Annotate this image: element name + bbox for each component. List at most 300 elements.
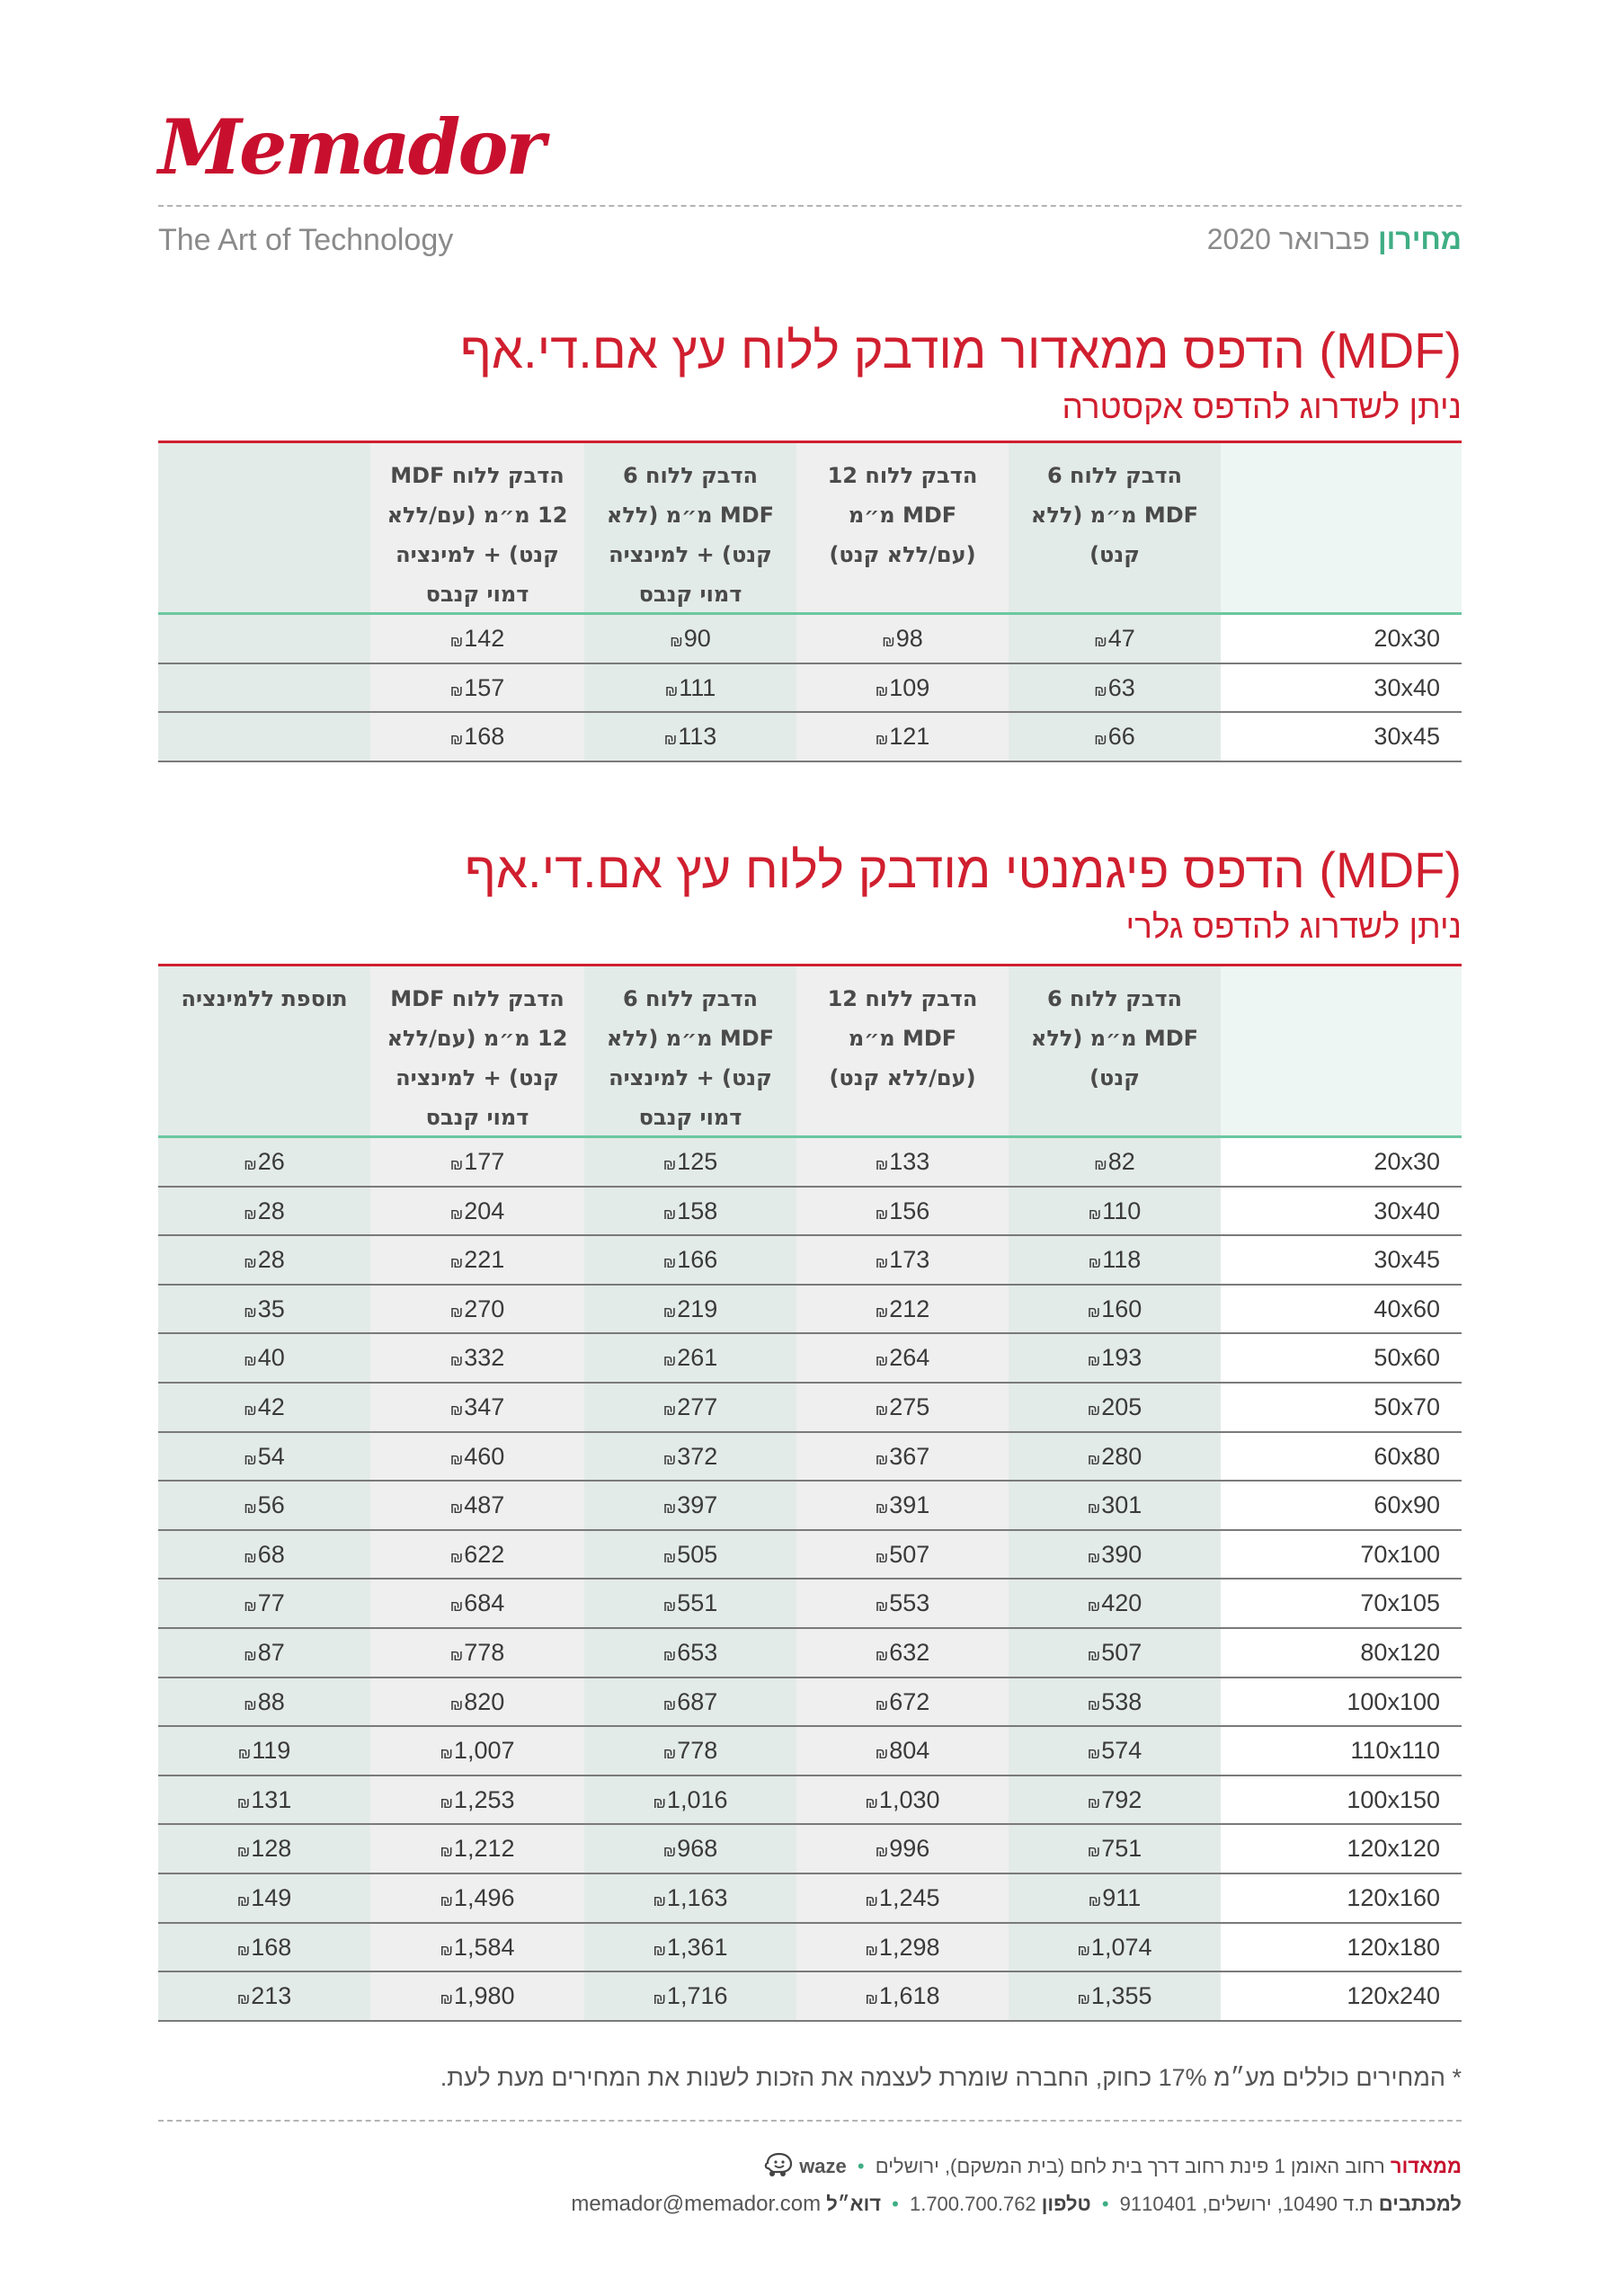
shekel-sign: ₪ [244,1401,257,1419]
shekel-sign: ₪ [662,1352,677,1370]
price-cell [1009,1236,1221,1284]
shekel-sign: ₪ [663,731,678,749]
shekel-sign: ₪ [662,1597,677,1615]
price-cell [158,713,370,761]
shekel-sign: ₪ [1087,1401,1101,1419]
price-value: 1,355 [1090,1982,1152,2010]
header-cell: הדבק ללוח 6 MDF מ״מ (ללא קנט) [1009,443,1221,612]
price-value: 553 [889,1589,930,1617]
price-value: 193 [1101,1344,1142,1372]
price-value: 205 [1101,1393,1142,1420]
price-cell [796,1236,1009,1284]
size-cell: 100x100 [1221,1678,1462,1726]
shekel-sign: ₪ [244,1303,257,1321]
shekel-sign: ₪ [449,1156,464,1173]
price-value: 82 [1107,1148,1135,1175]
shekel-sign: ₪ [449,1548,464,1566]
price-value: 77 [257,1589,285,1617]
footer-address: רחוב האומן 1 פינת רחוב דרך בית לחם (בית המשקם), ירושלים [875,2154,1385,2177]
price-value: 113 [678,723,717,751]
price-value: 1,361 [666,1933,728,1961]
price-value: 277 [677,1393,718,1420]
section1-title: הדפס ממאדור מודבק ללוח עץ אם.די.אף (MDF) [460,322,1462,378]
size-cell: 80x120 [1221,1629,1462,1677]
size-cell: 70x105 [1221,1580,1462,1627]
price-cell [796,1334,1009,1382]
shekel-sign: ₪ [662,1450,677,1468]
price-list-date [1207,223,1462,256]
price-value: 804 [889,1737,930,1765]
price-cell [796,1531,1009,1579]
bullet-dot: • [1101,2193,1109,2215]
price-cell [370,1531,584,1579]
size-cell: 50x60 [1221,1334,1462,1382]
price-cell [796,1727,1009,1775]
price-cell [584,1482,796,1529]
price-cell [158,664,370,712]
price-value: 128 [251,1835,292,1863]
price-cell [158,1188,370,1235]
price-cell [158,1531,370,1579]
shekel-sign: ₪ [449,1254,464,1272]
price-value: 1,163 [666,1883,728,1911]
mail-address: ת.ד 10490, ירושלים, 9110401 [1119,2193,1374,2215]
price-value: 90 [683,625,711,652]
price-value: 792 [1101,1785,1142,1813]
price-cell [584,664,796,712]
shekel-sign: ₪ [1077,1990,1090,2008]
shekel-sign: ₪ [244,1156,257,1173]
price-value: 551 [677,1589,718,1617]
shekel-sign: ₪ [662,1205,677,1223]
header-cell: הדבק ללוח MDF 12 מ״מ (עם/ללא קנט) + למינציה דמוי קנבס [370,443,584,612]
price-value: 56 [257,1491,285,1519]
section1-subtitle: ניתן לשדרוג להדפס אקסטרה [1062,388,1462,425]
price-cell [796,1384,1009,1431]
shekel-sign: ₪ [653,1990,666,2008]
price-cell [1009,1727,1221,1775]
price-value: 54 [257,1442,285,1470]
price-value: 280 [1101,1442,1142,1470]
price-cell [584,1972,796,2020]
price-cell [796,1874,1009,1922]
shekel-sign: ₪ [662,1303,677,1321]
shekel-sign: ₪ [875,1352,889,1370]
shekel-sign: ₪ [662,1254,677,1272]
waze-icon[interactable] [763,2152,794,2183]
shekel-sign: ₪ [1088,1891,1102,1909]
shekel-sign: ₪ [449,1695,464,1713]
price-cell [1009,1972,1221,2020]
size-cell: 30x45 [1221,713,1462,761]
price-cell [796,664,1009,712]
price-cell [158,1924,370,1971]
price-value: 778 [677,1737,718,1765]
price-value: 261 [677,1344,718,1372]
size-cell: 110x110 [1221,1727,1462,1775]
price-cell [370,1138,584,1186]
price-value: 47 [1107,625,1135,652]
price-value: 687 [677,1687,718,1715]
table-row [158,664,1462,714]
price-value: 111 [679,673,716,701]
price-value: 684 [464,1589,505,1617]
price-value: 118 [1102,1246,1142,1274]
shekel-sign: ₪ [244,1500,257,1517]
price-cell [1009,1384,1221,1431]
section2-title: הדפס פיגמנטי מודבק ללוח עץ אם.די.אף (MDF) [464,841,1462,898]
shekel-sign: ₪ [653,1793,666,1811]
shekel-sign: ₪ [662,1646,677,1664]
table-row [158,1580,1462,1629]
header-cell [1221,443,1462,612]
bullet-dot: • [892,2193,899,2215]
shekel-sign: ₪ [865,1941,878,1959]
price-cell [158,1482,370,1529]
price-value: 1,298 [878,1933,940,1961]
price-value: 1,716 [666,1982,728,2010]
shekel-sign: ₪ [1087,1646,1101,1664]
table-header [158,441,1462,615]
price-value: 968 [677,1835,718,1863]
mail-label: למכתבים [1378,2193,1462,2215]
price-value: 204 [464,1197,505,1224]
price-cell [796,615,1009,663]
shekel-sign: ₪ [882,633,895,650]
shekel-sign: ₪ [449,1646,464,1664]
table-row [158,1433,1462,1482]
size-cell: 40x60 [1221,1286,1462,1333]
size-cell: 60x90 [1221,1482,1462,1529]
price-cell [158,1776,370,1824]
table-row [158,1236,1462,1286]
price-cell [370,1629,584,1677]
price-cell [584,1629,796,1677]
shekel-sign: ₪ [449,633,464,650]
price-cell [584,1334,796,1382]
price-value: 131 [251,1785,292,1813]
table-row [158,1678,1462,1728]
price-cell [1009,1188,1221,1235]
price-value: 460 [464,1442,505,1470]
price-value: 35 [257,1295,285,1322]
header-cell: הדבק ללוח 12 MDF מ״מ (עם/ללא קנט) [796,443,1009,612]
price-value: 213 [251,1982,292,2010]
shekel-sign: ₪ [1094,633,1107,650]
shekel-sign: ₪ [1087,1548,1101,1566]
price-cell [584,713,796,761]
shekel-sign: ₪ [244,1352,257,1370]
price-value: 347 [464,1393,505,1420]
shekel-sign: ₪ [1088,1254,1102,1272]
shekel-sign: ₪ [244,1548,257,1566]
shekel-sign: ₪ [236,1793,251,1811]
price-value: 28 [257,1246,285,1274]
price-value: 391 [889,1491,930,1519]
price-cell [796,1433,1009,1481]
table-row [158,1286,1462,1335]
price-value: 88 [257,1687,285,1715]
price-cell [158,1433,370,1481]
table-row [158,1727,1462,1776]
shekel-sign: ₪ [440,1793,453,1811]
shekel-sign: ₪ [236,1990,251,2008]
table-row [158,1972,1462,2022]
shekel-sign: ₪ [449,1303,464,1321]
shekel-sign: ₪ [653,1941,666,1959]
size-cell: 100x150 [1221,1776,1462,1824]
shekel-sign: ₪ [670,633,683,650]
shekel-sign: ₪ [875,1745,889,1763]
shekel-sign: ₪ [662,1156,677,1173]
shekel-sign: ₪ [449,1401,464,1419]
shekel-sign: ₪ [244,1646,257,1664]
shekel-sign: ₪ [440,1843,453,1861]
size-cell: 20x30 [1221,615,1462,663]
phone-number[interactable]: 1.700.700.762 [909,2193,1036,2215]
table-row [158,1924,1462,1973]
price-table-1 [158,441,1462,762]
price-cell [158,1727,370,1775]
price-cell [584,1874,796,1922]
price-cell [158,1334,370,1382]
shekel-sign: ₪ [449,681,464,699]
header-cell: הדבק ללוח 6 MDF מ״מ (ללא קנט) [1009,966,1221,1135]
price-value: 1,074 [1090,1933,1152,1961]
header-cell: הדבק ללוח MDF 12 מ״מ (עם/ללא קנט) + למינציה דמוי קנבס [370,966,584,1135]
shekel-sign: ₪ [1087,1793,1101,1811]
price-value: 212 [889,1295,930,1322]
price-cell [1009,1629,1221,1677]
shekel-sign: ₪ [1094,681,1107,699]
price-value: 98 [895,625,923,652]
price-cell [158,1874,370,1922]
phone-label: טלפון [1041,2193,1091,2215]
size-cell: 120x180 [1221,1924,1462,1971]
size-cell: 60x80 [1221,1433,1462,1481]
price-cell [1009,1138,1221,1186]
price-cell [370,1678,584,1726]
price-cell [158,1236,370,1284]
price-value: 168 [464,723,505,751]
price-value: 66 [1107,723,1135,751]
price-cell [584,1531,796,1579]
price-cell [158,615,370,663]
price-cell [1009,713,1221,761]
price-value: 125 [677,1148,718,1175]
table-row [158,1629,1462,1678]
price-value: 505 [677,1540,718,1568]
price-cell [1009,1531,1221,1579]
price-cell [370,1825,584,1873]
header-cell [158,443,370,612]
shekel-sign: ₪ [244,1450,257,1468]
shekel-sign: ₪ [440,1990,453,2008]
table-row [158,615,1462,664]
shekel-sign: ₪ [875,1646,889,1664]
price-value: 270 [464,1295,505,1322]
price-value: 221 [464,1246,505,1274]
price-cell [796,1286,1009,1333]
shekel-sign: ₪ [865,1891,878,1909]
price-cell [584,1825,796,1873]
table-row [158,713,1462,762]
price-cell [796,1678,1009,1726]
price-table-2 [158,964,1462,2022]
price-value: 160 [1101,1295,1142,1322]
shekel-sign: ₪ [875,1254,889,1272]
price-value: 1,980 [453,1982,515,2010]
price-list-month: פברואר 2020 [1206,223,1371,255]
shekel-sign: ₪ [875,1843,889,1861]
price-value: 487 [464,1491,505,1519]
price-cell [796,1776,1009,1824]
price-value: 158 [677,1197,718,1224]
size-cell: 30x40 [1221,1188,1462,1235]
price-cell [796,1972,1009,2020]
price-value: 1,253 [453,1785,515,1813]
size-cell: 120x240 [1221,1972,1462,2020]
price-value: 996 [889,1835,930,1863]
shekel-sign: ₪ [449,1597,464,1615]
price-value: 275 [889,1393,930,1420]
shekel-sign: ₪ [1087,1695,1101,1713]
price-value: 622 [464,1540,505,1568]
price-value: 68 [257,1540,285,1568]
price-cell [370,1286,584,1333]
price-value: 672 [889,1687,930,1715]
shekel-sign: ₪ [244,1597,257,1615]
price-value: 1,016 [666,1785,728,1813]
price-value: 574 [1101,1737,1142,1765]
shekel-sign: ₪ [865,1793,878,1811]
price-value: 1,030 [878,1785,940,1813]
price-cell [1009,1678,1221,1726]
price-cell [1009,1580,1221,1627]
shekel-sign: ₪ [1077,1941,1090,1959]
shekel-sign: ₪ [662,1695,677,1713]
price-cell [796,1188,1009,1235]
price-value: 87 [257,1638,285,1666]
shekel-sign: ₪ [875,1450,889,1468]
price-cell [1009,1776,1221,1824]
shekel-sign: ₪ [449,1205,464,1223]
price-cell [584,1924,796,1971]
price-cell [158,1138,370,1186]
price-value: 149 [251,1883,292,1911]
price-value: 301 [1101,1491,1142,1519]
price-value: 110 [1102,1197,1142,1224]
table-row [158,1531,1462,1580]
price-cell [796,1580,1009,1627]
shekel-sign: ₪ [236,1941,251,1959]
price-cell [370,664,584,712]
price-cell [584,1727,796,1775]
price-cell [1009,1482,1221,1529]
price-cell [1009,1825,1221,1873]
table-row [158,1188,1462,1237]
price-cell [584,1138,796,1186]
shekel-sign: ₪ [1088,1205,1102,1223]
price-cell [584,1236,796,1284]
price-cell [158,1629,370,1677]
price-value: 28 [257,1197,285,1224]
price-cell [370,1482,584,1529]
shekel-sign: ₪ [875,681,889,699]
price-cell [370,1236,584,1284]
price-value: 332 [464,1344,505,1372]
price-cell [1009,1433,1221,1481]
shekel-sign: ₪ [1087,1745,1101,1763]
price-value: 372 [677,1442,718,1470]
price-cell [370,1384,584,1431]
waze-label[interactable]: waze [799,2154,847,2177]
shekel-sign: ₪ [1087,1500,1101,1517]
price-cell [370,1580,584,1627]
price-value: 264 [889,1344,930,1372]
email-address[interactable]: memador@memador.com [571,2192,822,2216]
shekel-sign: ₪ [875,1156,889,1173]
price-cell [370,1874,584,1922]
price-cell [796,1629,1009,1677]
price-value: 173 [889,1246,930,1274]
price-cell [1009,664,1221,712]
price-value: 1,496 [453,1883,515,1911]
price-value: 751 [1101,1835,1142,1863]
table-header [158,964,1462,1138]
price-cell [370,1433,584,1481]
price-value: 109 [889,673,930,701]
price-cell [1009,1334,1221,1382]
price-cell [158,1384,370,1431]
price-value: 632 [889,1638,930,1666]
price-value: 1,007 [453,1737,515,1765]
price-value: 397 [677,1491,718,1519]
shekel-sign: ₪ [1087,1597,1101,1615]
price-cell [370,1334,584,1382]
shekel-sign: ₪ [662,1843,677,1861]
tagline: The Art of Technology [158,223,454,257]
shekel-sign: ₪ [875,1303,889,1321]
shekel-sign: ₪ [875,1401,889,1419]
price-cell [370,1776,584,1824]
size-cell: 30x45 [1221,1236,1462,1284]
shekel-sign: ₪ [236,1843,251,1861]
price-cell [796,1825,1009,1873]
price-cell [158,1825,370,1873]
price-value: 420 [1101,1589,1142,1617]
shekel-sign: ₪ [244,1695,257,1713]
shekel-sign: ₪ [1087,1303,1101,1321]
size-cell: 50x70 [1221,1384,1462,1431]
price-cell [370,1972,584,2020]
shekel-sign: ₪ [875,1695,889,1713]
shekel-sign: ₪ [865,1990,878,2008]
table-row [158,1776,1462,1826]
shekel-sign: ₪ [440,1745,453,1763]
shekel-sign: ₪ [244,1205,257,1223]
price-cell [370,615,584,663]
price-cell [370,1727,584,1775]
price-cell [584,1776,796,1824]
shekel-sign: ₪ [875,1500,889,1517]
shekel-sign: ₪ [449,1352,464,1370]
table-row [158,1825,1462,1874]
table-row [158,1138,1462,1188]
price-cell [158,1678,370,1726]
price-value: 778 [464,1638,505,1666]
table-row [158,1384,1462,1433]
